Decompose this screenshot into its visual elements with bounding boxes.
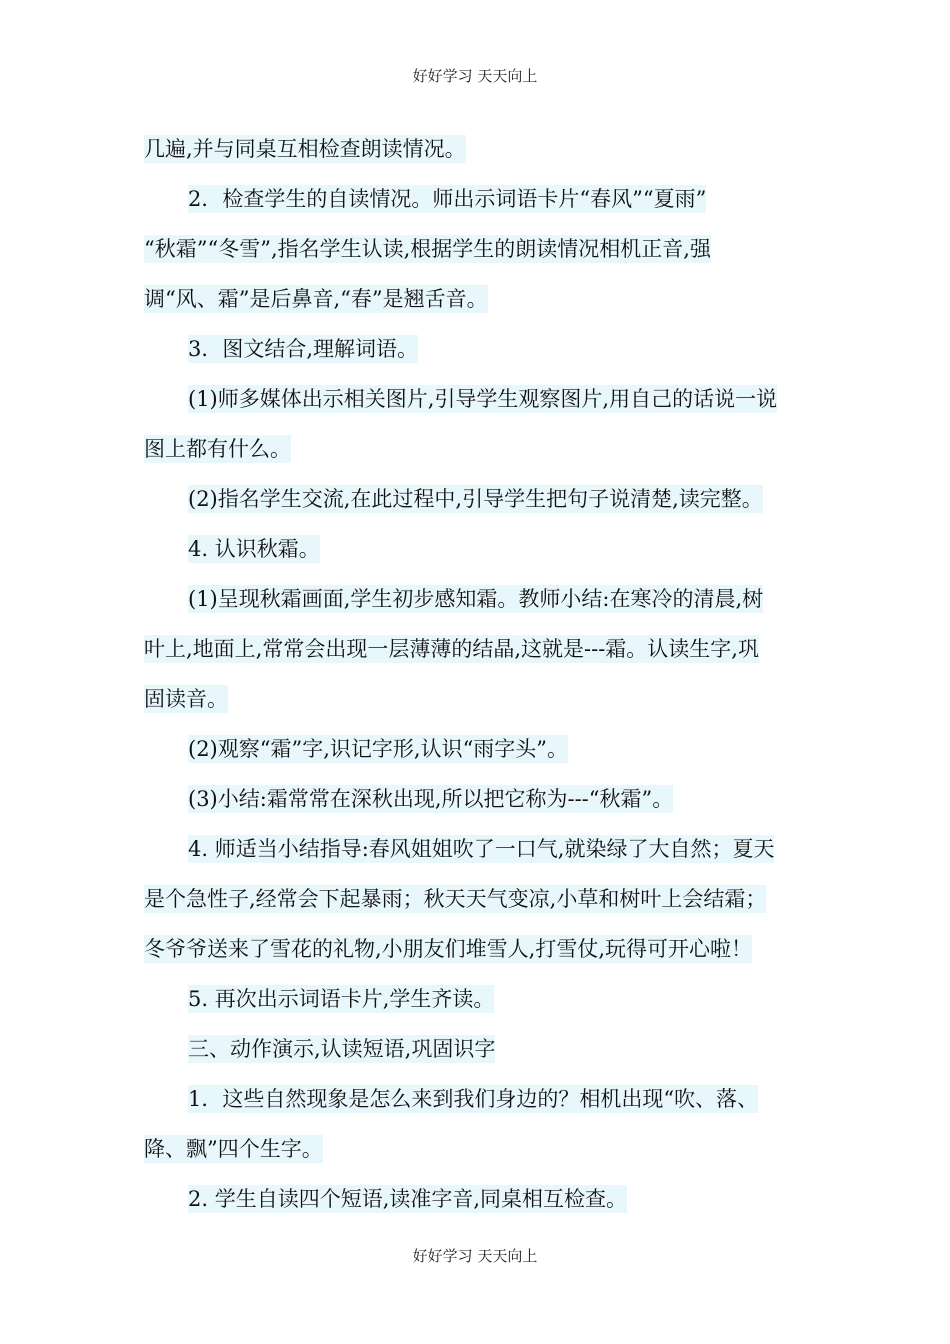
text-line: 2. 学生自读四个短语,读准字音,同桌相互检查。 bbox=[188, 1187, 628, 1211]
text-line: 1．这些自然现象是怎么来到我们身边的？相机出现“吹、落、 bbox=[188, 1087, 759, 1111]
text-line: 图上都有什么。 bbox=[144, 437, 291, 461]
text-line: “秋霜”“冬雪”,指名学生认读,根据学生的朗读情况相机正音,强 bbox=[144, 237, 711, 261]
text-line: (1)师多媒体出示相关图片,引导学生观察图片,用自己的话说一说 bbox=[188, 387, 778, 411]
text-line: (2)观察“霜”字,识记字形,认识“雨字头”。 bbox=[188, 737, 569, 761]
text-line: 3．图文结合,理解词语。 bbox=[188, 337, 419, 361]
text-line: 5. 再次出示词语卡片,学生齐读。 bbox=[188, 987, 495, 1011]
text-line: 几遍,并与同桌互相检查朗读情况。 bbox=[144, 137, 466, 161]
page-header: 好好学习 天天向上 bbox=[412, 67, 538, 85]
text-line: 4. 认识秋霜。 bbox=[188, 537, 320, 561]
document-body bbox=[144, 124, 806, 1224]
text-line: 叶上,地面上,常常会出现一层薄薄的结晶,这就是---霜。认读生字,巩 bbox=[144, 637, 759, 661]
text-line: 调“风、霜”是后鼻音,“春”是翘舌音。 bbox=[144, 287, 488, 311]
text-line: 是个急性子,经常会下起暴雨；秋天天气变凉,小草和树叶上会结霜； bbox=[144, 887, 767, 911]
text-line: (3)小结:霜常常在深秋出现,所以把它称为---“秋霜”。 bbox=[188, 787, 674, 811]
page-footer: 好好学习 天天向上 bbox=[412, 1247, 538, 1265]
text-line: 2．检查学生的自读情况。师出示词语卡片“春风”“夏雨” bbox=[188, 187, 707, 211]
text-line: 固读音。 bbox=[144, 687, 228, 711]
text-line: 4. 师适当小结指导:春风姐姐吹了一口气,就染绿了大自然；夏天 bbox=[188, 837, 775, 861]
text-line: 三、动作演示,认读短语,巩固识字 bbox=[188, 1037, 496, 1061]
text-line: 冬爷爷送来了雪花的礼物,小朋友们堆雪人,打雪仗,玩得可开心啦！ bbox=[144, 937, 753, 961]
text-line: (2)指名学生交流,在此过程中,引导学生把句子说清楚,读完整。 bbox=[188, 487, 763, 511]
text-line: (1)呈现秋霜画面,学生初步感知霜。教师小结:在寒冷的清晨,树 bbox=[188, 587, 764, 611]
text-line: 降、飘”四个生字。 bbox=[144, 1137, 323, 1161]
